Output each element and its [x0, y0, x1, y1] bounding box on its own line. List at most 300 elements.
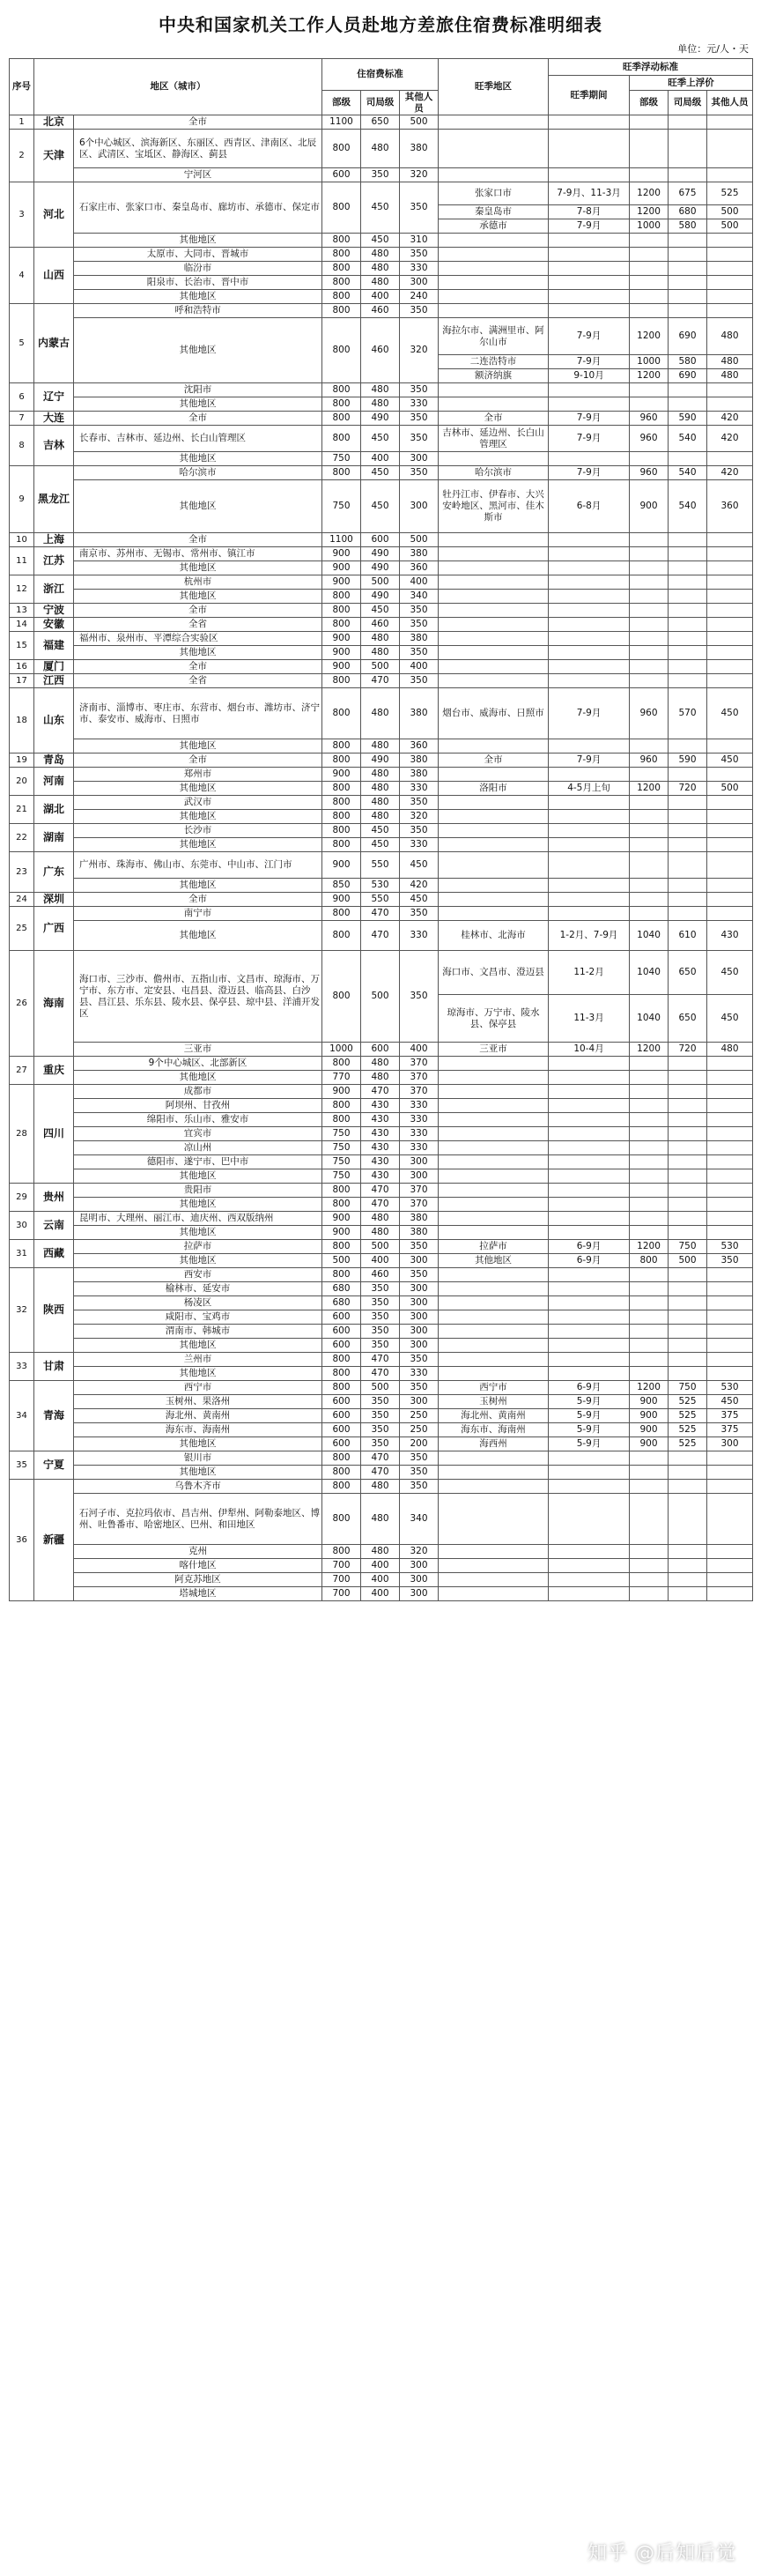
empty-cell: [549, 304, 630, 318]
peak-other-cell: 420: [707, 466, 753, 480]
seq-cell: 30: [10, 1212, 34, 1240]
std-si-cell: 480: [361, 1480, 400, 1494]
empty-cell: [549, 768, 630, 782]
std-other-cell: 370: [400, 1071, 439, 1085]
header-peak-level-bu: 部级: [630, 91, 669, 115]
table-row: [10, 1325, 753, 1339]
header-level-bu: 部级: [322, 91, 361, 115]
empty-cell: [669, 907, 707, 921]
empty-cell: [707, 768, 753, 782]
region-cell: 其他地区: [74, 1226, 322, 1240]
std-bu-cell: 800: [322, 466, 361, 480]
seq-cell: 9: [10, 466, 34, 533]
empty-cell: [707, 824, 753, 838]
empty-cell: [707, 452, 753, 466]
std-bu-cell: 750: [322, 1141, 361, 1155]
empty-cell: [707, 130, 753, 168]
empty-cell: [669, 575, 707, 590]
empty-cell: [669, 1141, 707, 1155]
empty-cell: [439, 1141, 549, 1155]
std-bu-cell: 800: [322, 304, 361, 318]
region-cell: 9个中心城区、北部新区: [74, 1057, 322, 1071]
peak-period-cell: 6-9月: [549, 1240, 630, 1254]
table-row: [10, 660, 753, 674]
empty-cell: [707, 796, 753, 810]
peak-period-cell: 7-9月: [549, 688, 630, 739]
std-bu-cell: 800: [322, 1494, 361, 1545]
peak-region-cell: 牡丹江市、伊春市、大兴安岭地区、黑河市、佳木斯市: [439, 480, 549, 533]
empty-cell: [549, 1367, 630, 1381]
peak-other-cell: 430: [707, 921, 753, 951]
empty-cell: [707, 1545, 753, 1559]
std-other-cell: 330: [400, 1113, 439, 1127]
std-other-cell: 330: [400, 1127, 439, 1141]
empty-cell: [669, 1573, 707, 1587]
empty-cell: [669, 660, 707, 674]
table-row: [10, 632, 753, 646]
table-row: [10, 688, 753, 739]
std-si-cell: 480: [361, 383, 400, 397]
peak-other-cell: 480: [707, 355, 753, 369]
peak-other-cell: 300: [707, 1437, 753, 1451]
peak-si-cell: 750: [669, 1381, 707, 1395]
std-bu-cell: 750: [322, 480, 361, 533]
empty-cell: [630, 824, 669, 838]
empty-cell: [439, 1282, 549, 1296]
peak-other-cell: 480: [707, 318, 753, 355]
region-cell: 全市: [74, 533, 322, 547]
province-cell: 安徽: [34, 618, 74, 632]
seq-cell: 2: [10, 130, 34, 182]
peak-region-cell: 其他地区: [439, 1254, 549, 1268]
seq-cell: 22: [10, 824, 34, 852]
std-bu-cell: 800: [322, 907, 361, 921]
empty-cell: [439, 1127, 549, 1141]
empty-cell: [630, 304, 669, 318]
std-bu-cell: 800: [322, 674, 361, 688]
empty-cell: [549, 561, 630, 575]
std-bu-cell: 700: [322, 1587, 361, 1601]
std-other-cell: 350: [400, 182, 439, 234]
std-si-cell: 480: [361, 688, 400, 739]
empty-cell: [439, 632, 549, 646]
empty-cell: [439, 397, 549, 412]
peak-si-cell: 525: [669, 1395, 707, 1409]
std-si-cell: 400: [361, 1254, 400, 1268]
empty-cell: [439, 304, 549, 318]
table-row: [10, 168, 753, 182]
seq-cell: 8: [10, 426, 34, 466]
empty-cell: [549, 452, 630, 466]
table-row: [10, 1310, 753, 1325]
seq-cell: 20: [10, 768, 34, 796]
empty-cell: [549, 660, 630, 674]
std-si-cell: 460: [361, 618, 400, 632]
table-row: [10, 768, 753, 782]
table-row: [10, 1071, 753, 1085]
table-row: [10, 1451, 753, 1466]
empty-cell: [707, 1367, 753, 1381]
empty-cell: [707, 739, 753, 753]
empty-cell: [439, 1325, 549, 1339]
std-bu-cell: 700: [322, 1559, 361, 1573]
empty-cell: [549, 1212, 630, 1226]
empty-cell: [630, 1113, 669, 1127]
empty-cell: [630, 561, 669, 575]
empty-cell: [549, 674, 630, 688]
empty-cell: [630, 1494, 669, 1545]
empty-cell: [707, 810, 753, 824]
region-cell: 其他地区: [74, 290, 322, 304]
std-other-cell: 350: [400, 1353, 439, 1367]
table-row: [10, 893, 753, 907]
std-other-cell: 350: [400, 383, 439, 397]
std-other-cell: 350: [400, 1480, 439, 1494]
std-si-cell: 450: [361, 480, 400, 533]
std-si-cell: 490: [361, 547, 400, 561]
std-bu-cell: 800: [322, 1099, 361, 1113]
empty-cell: [669, 1169, 707, 1184]
peak-bu-cell: 960: [630, 688, 669, 739]
empty-cell: [549, 604, 630, 618]
table-row: [10, 1545, 753, 1559]
empty-cell: [669, 632, 707, 646]
empty-cell: [549, 632, 630, 646]
empty-cell: [439, 796, 549, 810]
peak-other-cell: 450: [707, 688, 753, 739]
std-si-cell: 470: [361, 1466, 400, 1480]
empty-cell: [707, 1057, 753, 1071]
std-si-cell: 470: [361, 907, 400, 921]
empty-cell: [630, 632, 669, 646]
empty-cell: [669, 1212, 707, 1226]
province-cell: 广西: [34, 907, 74, 951]
province-cell: 黑龙江: [34, 466, 74, 533]
peak-region-cell: 西宁市: [439, 1381, 549, 1395]
peak-other-cell: 450: [707, 995, 753, 1043]
province-cell: 山东: [34, 688, 74, 753]
empty-cell: [439, 1057, 549, 1071]
empty-cell: [669, 262, 707, 276]
std-bu-cell: 600: [322, 1339, 361, 1353]
empty-cell: [707, 533, 753, 547]
std-si-cell: 490: [361, 561, 400, 575]
empty-cell: [669, 561, 707, 575]
empty-cell: [439, 907, 549, 921]
region-cell: 其他地区: [74, 1367, 322, 1381]
empty-cell: [439, 262, 549, 276]
seq-cell: 16: [10, 660, 34, 674]
table-row: [10, 1381, 753, 1395]
std-si-cell: 470: [361, 1198, 400, 1212]
peak-bu-cell: 1200: [630, 1043, 669, 1057]
std-bu-cell: 750: [322, 1169, 361, 1184]
table-row: [10, 1268, 753, 1282]
empty-cell: [439, 1085, 549, 1099]
region-cell: 克州: [74, 1545, 322, 1559]
empty-cell: [439, 561, 549, 575]
table-row: [10, 590, 753, 604]
region-cell: 其他地区: [74, 480, 322, 533]
peak-other-cell: 525: [707, 182, 753, 205]
empty-cell: [630, 248, 669, 262]
std-si-cell: 470: [361, 1085, 400, 1099]
std-si-cell: 430: [361, 1113, 400, 1127]
empty-cell: [669, 604, 707, 618]
region-cell: 西宁市: [74, 1381, 322, 1395]
empty-cell: [669, 1353, 707, 1367]
std-other-cell: 350: [400, 646, 439, 660]
empty-cell: [549, 1353, 630, 1367]
std-bu-cell: 900: [322, 1085, 361, 1099]
table-row: [10, 466, 753, 480]
empty-cell: [707, 632, 753, 646]
std-other-cell: 240: [400, 290, 439, 304]
province-cell: 浙江: [34, 575, 74, 604]
empty-cell: [439, 1226, 549, 1240]
province-cell: 湖北: [34, 796, 74, 824]
peak-bu-cell: 1200: [630, 205, 669, 219]
std-si-cell: 500: [361, 1240, 400, 1254]
peak-bu-cell: 960: [630, 412, 669, 426]
std-bu-cell: 800: [322, 1057, 361, 1071]
std-bu-cell: 600: [322, 1437, 361, 1451]
empty-cell: [707, 646, 753, 660]
std-other-cell: 500: [400, 115, 439, 130]
empty-cell: [549, 130, 630, 168]
empty-cell: [707, 547, 753, 561]
table-row: [10, 248, 753, 262]
peak-period-cell: 5-9月: [549, 1423, 630, 1437]
peak-bu-cell: 1200: [630, 318, 669, 355]
region-cell: 其他地区: [74, 234, 322, 248]
region-cell: 其他地区: [74, 1169, 322, 1184]
empty-cell: [707, 1099, 753, 1113]
table-row: [10, 838, 753, 852]
region-cell: 其他地区: [74, 1466, 322, 1480]
empty-cell: [707, 879, 753, 893]
empty-cell: [630, 660, 669, 674]
empty-cell: [630, 1057, 669, 1071]
table-row: [10, 921, 753, 951]
empty-cell: [707, 1198, 753, 1212]
region-cell: 宜宾市: [74, 1127, 322, 1141]
region-cell: 其他地区: [74, 782, 322, 796]
region-cell: 其他地区: [74, 1339, 322, 1353]
region-cell: 凉山州: [74, 1141, 322, 1155]
peak-period-cell: 7-9月: [549, 753, 630, 768]
empty-cell: [549, 1282, 630, 1296]
std-bu-cell: 800: [322, 1480, 361, 1494]
empty-cell: [630, 1466, 669, 1480]
empty-cell: [549, 1057, 630, 1071]
region-cell: 塔城地区: [74, 1587, 322, 1601]
std-si-cell: 490: [361, 590, 400, 604]
std-bu-cell: 900: [322, 1226, 361, 1240]
empty-cell: [669, 304, 707, 318]
std-bu-cell: 900: [322, 632, 361, 646]
empty-cell: [439, 234, 549, 248]
empty-cell: [439, 1451, 549, 1466]
table-row: [10, 810, 753, 824]
std-si-cell: 350: [361, 1339, 400, 1353]
empty-cell: [549, 1099, 630, 1113]
empty-cell: [630, 1587, 669, 1601]
table-row: [10, 1339, 753, 1353]
std-bu-cell: 800: [322, 1240, 361, 1254]
empty-cell: [439, 838, 549, 852]
empty-cell: [707, 397, 753, 412]
table-row: [10, 1296, 753, 1310]
peak-region-cell: 哈尔滨市: [439, 466, 549, 480]
table-row: [10, 674, 753, 688]
empty-cell: [707, 1339, 753, 1353]
table-row: [10, 318, 753, 355]
table-row: [10, 182, 753, 205]
empty-cell: [630, 1071, 669, 1085]
peak-region-cell: 桂林市、北海市: [439, 921, 549, 951]
region-cell: 石河子市、克拉玛依市、昌吉州、伊犁州、阿勒泰地区、博州、吐鲁番市、哈密地区、巴州、和田地区: [74, 1494, 322, 1545]
region-cell: 沈阳市: [74, 383, 322, 397]
table-row: [10, 412, 753, 426]
empty-cell: [549, 893, 630, 907]
empty-cell: [549, 590, 630, 604]
std-si-cell: 470: [361, 1367, 400, 1381]
empty-cell: [630, 1212, 669, 1226]
std-si-cell: 490: [361, 412, 400, 426]
std-si-cell: 450: [361, 426, 400, 452]
std-other-cell: 350: [400, 604, 439, 618]
seq-cell: 18: [10, 688, 34, 753]
header-level-si: 司局级: [361, 91, 400, 115]
std-si-cell: 350: [361, 1395, 400, 1409]
empty-cell: [439, 130, 549, 168]
region-cell: 武汉市: [74, 796, 322, 810]
std-bu-cell: 1000: [322, 1043, 361, 1057]
std-bu-cell: 800: [322, 604, 361, 618]
header-peak-region: 旺季地区: [439, 59, 549, 115]
empty-cell: [630, 1367, 669, 1381]
empty-cell: [669, 115, 707, 130]
std-bu-cell: 800: [322, 782, 361, 796]
std-bu-cell: 700: [322, 1573, 361, 1587]
std-bu-cell: 900: [322, 768, 361, 782]
empty-cell: [707, 618, 753, 632]
table-row: [10, 1282, 753, 1296]
table-row: [10, 1057, 753, 1071]
std-si-cell: 600: [361, 533, 400, 547]
region-cell: 南宁市: [74, 907, 322, 921]
empty-cell: [439, 852, 549, 879]
empty-cell: [707, 168, 753, 182]
peak-period-cell: 7-9月: [549, 466, 630, 480]
empty-cell: [439, 115, 549, 130]
table-row: [10, 533, 753, 547]
province-cell: 青岛: [34, 753, 74, 768]
empty-cell: [630, 1198, 669, 1212]
empty-cell: [439, 1339, 549, 1353]
peak-period-cell: 7-9月: [549, 426, 630, 452]
std-si-cell: 550: [361, 852, 400, 879]
empty-cell: [630, 575, 669, 590]
empty-cell: [669, 1085, 707, 1099]
empty-cell: [669, 1198, 707, 1212]
region-cell: 其他地区: [74, 646, 322, 660]
seq-cell: 1: [10, 115, 34, 130]
peak-period-cell: 7-9月、11-3月: [549, 182, 630, 205]
region-cell: 三亚市: [74, 1043, 322, 1057]
std-other-cell: 300: [400, 1282, 439, 1296]
std-bu-cell: 800: [322, 412, 361, 426]
empty-cell: [669, 1226, 707, 1240]
empty-cell: [669, 397, 707, 412]
province-cell: 山西: [34, 248, 74, 304]
empty-cell: [630, 1127, 669, 1141]
empty-cell: [669, 1296, 707, 1310]
empty-cell: [630, 796, 669, 810]
region-cell: 全市: [74, 753, 322, 768]
std-other-cell: 450: [400, 852, 439, 879]
std-other-cell: 350: [400, 1381, 439, 1395]
empty-cell: [630, 547, 669, 561]
seq-cell: 23: [10, 852, 34, 893]
std-si-cell: 480: [361, 1494, 400, 1545]
std-other-cell: 340: [400, 590, 439, 604]
table-row: [10, 1494, 753, 1545]
std-bu-cell: 800: [322, 318, 361, 383]
empty-cell: [630, 1325, 669, 1339]
empty-cell: [549, 646, 630, 660]
std-bu-cell: 800: [322, 276, 361, 290]
table-row: [10, 907, 753, 921]
empty-cell: [707, 383, 753, 397]
peak-other-cell: 450: [707, 753, 753, 768]
empty-cell: [707, 1113, 753, 1127]
empty-cell: [630, 168, 669, 182]
empty-cell: [707, 1353, 753, 1367]
empty-cell: [630, 1184, 669, 1198]
province-cell: 北京: [34, 115, 74, 130]
empty-cell: [549, 1127, 630, 1141]
peak-period-cell: 5-9月: [549, 1395, 630, 1409]
std-other-cell: 350: [400, 674, 439, 688]
empty-cell: [439, 824, 549, 838]
empty-cell: [669, 1071, 707, 1085]
empty-cell: [630, 276, 669, 290]
peak-bu-cell: 900: [630, 1409, 669, 1423]
std-si-cell: 480: [361, 248, 400, 262]
region-cell: 哈尔滨市: [74, 466, 322, 480]
region-cell: 其他地区: [74, 397, 322, 412]
region-cell: 广州市、珠海市、佛山市、东莞市、中山市、江门市: [74, 852, 322, 879]
std-bu-cell: 800: [322, 796, 361, 810]
region-cell: 长沙市: [74, 824, 322, 838]
std-other-cell: 320: [400, 810, 439, 824]
empty-cell: [707, 1169, 753, 1184]
empty-cell: [439, 1296, 549, 1310]
table-row: [10, 1254, 753, 1268]
std-other-cell: 300: [400, 1395, 439, 1409]
empty-cell: [630, 1282, 669, 1296]
std-si-cell: 400: [361, 1587, 400, 1601]
peak-region-cell: 海拉尔市、满洲里市、阿尔山市: [439, 318, 549, 355]
std-bu-cell: 800: [322, 739, 361, 753]
std-bu-cell: 800: [322, 1353, 361, 1367]
province-cell: 重庆: [34, 1057, 74, 1085]
empty-cell: [630, 1085, 669, 1099]
peak-period-cell: 5-9月: [549, 1409, 630, 1423]
std-si-cell: 500: [361, 1381, 400, 1395]
